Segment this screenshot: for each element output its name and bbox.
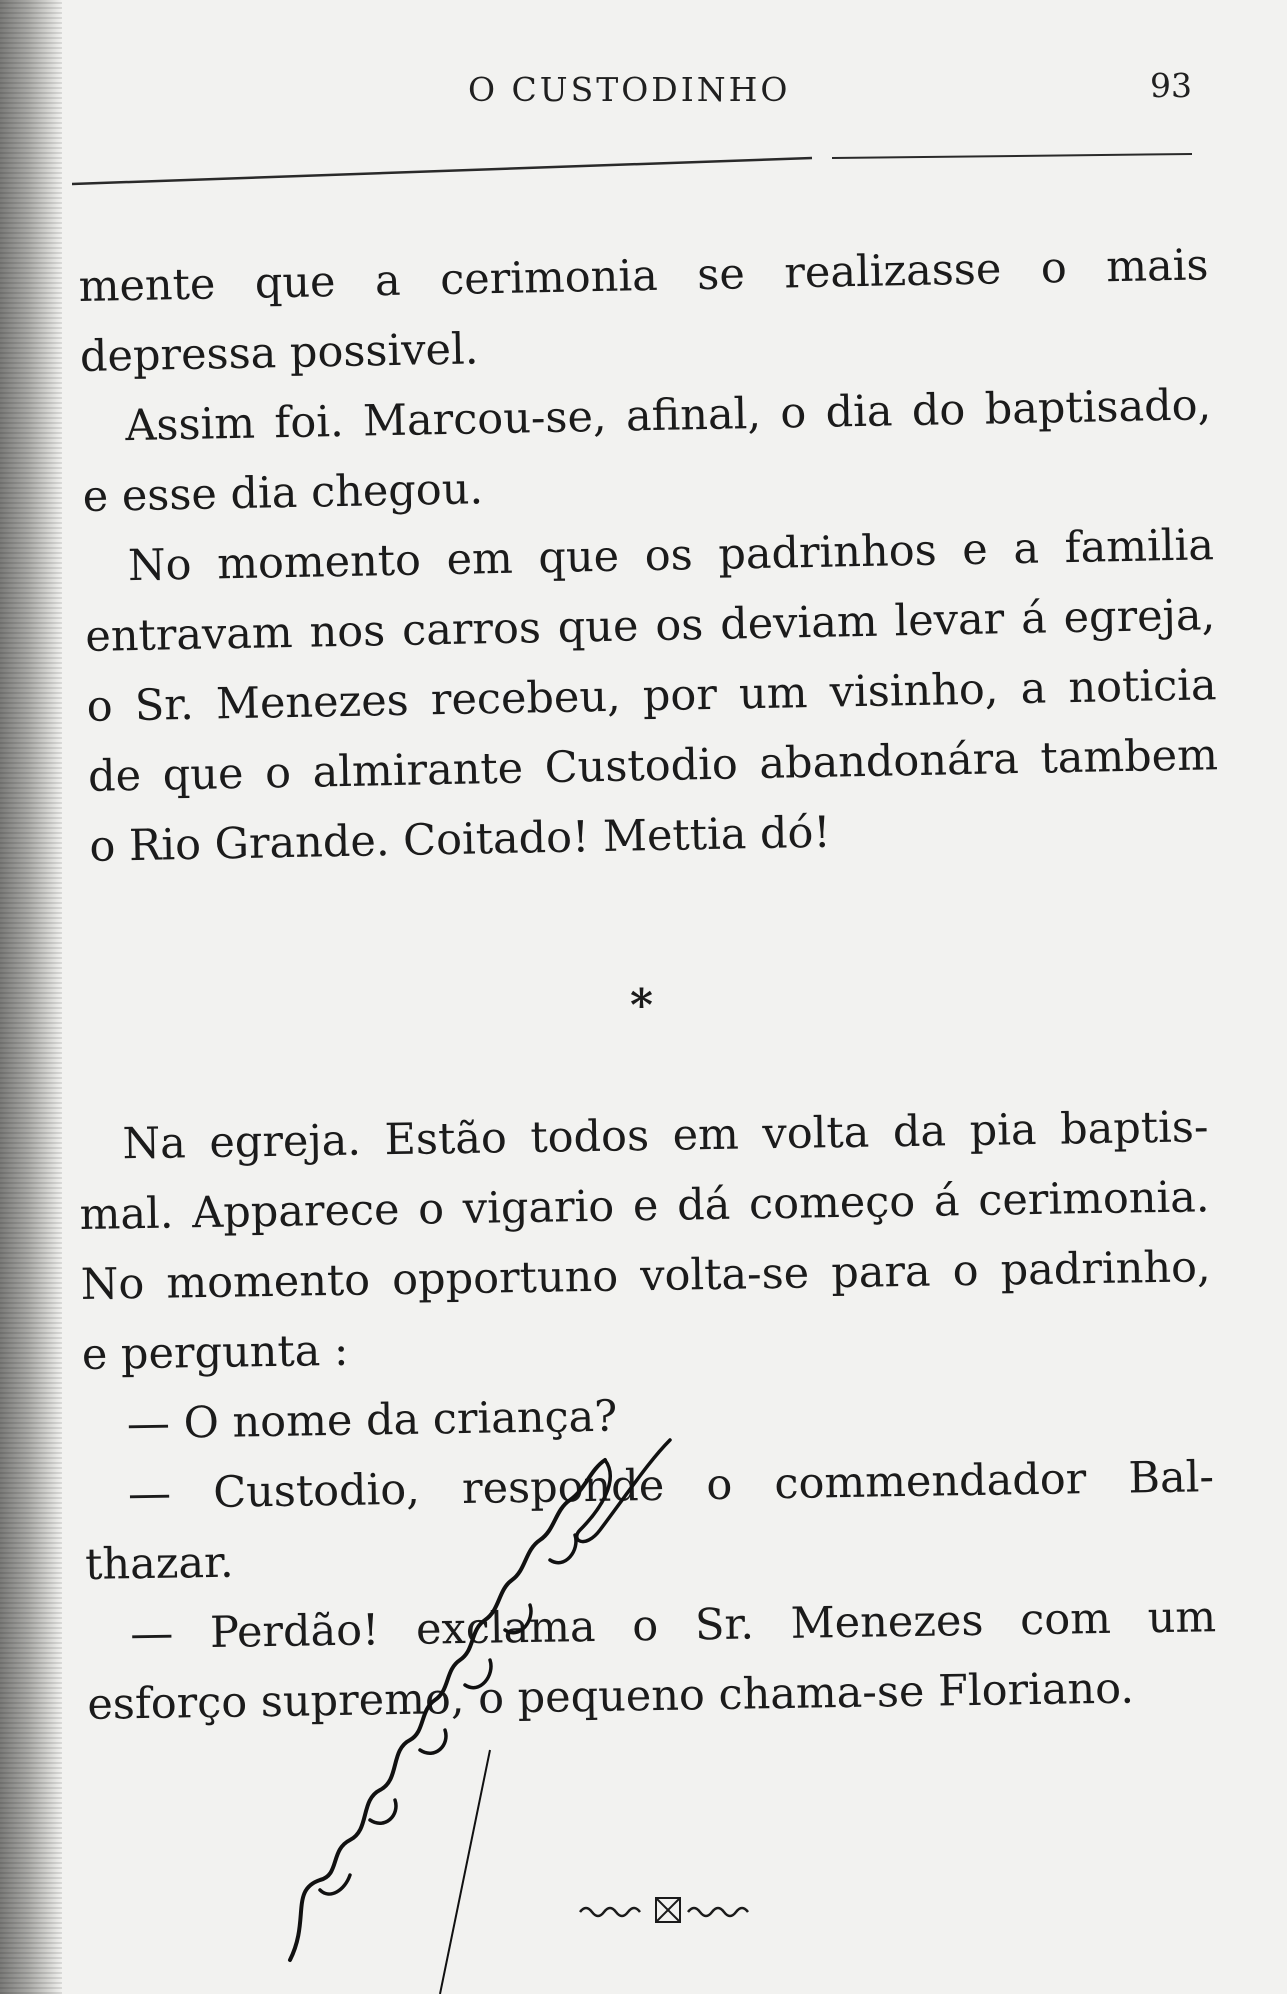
text-line: thazar. [84, 1537, 234, 1590]
ornament-divider [570, 1890, 770, 1930]
page-number: 93 [1150, 66, 1192, 105]
text-line: Na egreja. Estão todos em volta da pia baptis- [122, 1102, 1209, 1170]
header-rule [72, 152, 1202, 192]
page-header [0, 60, 1287, 120]
text-line: entravam nos carros que os deviam levar á egreja, [84, 590, 1216, 662]
text-line: o Rio Grande. Coitado! Mettia dó! [88, 807, 832, 872]
text-line: esforço supremo, o pequeno chama-se Floriano. [86, 1663, 1135, 1730]
text-line: — O nome da criança? [126, 1391, 618, 1450]
running-title: O CUSTODINHO [468, 70, 791, 109]
text-line: No momento opportuno volta-se para o padrinho, [80, 1242, 1212, 1310]
text-line: Assim foi. Marcou-se, afinal, o dia do baptisado, [124, 380, 1212, 452]
text-line: — Perdão! exclama o Sr. Menezes com um [129, 1592, 1217, 1660]
text-line: e pergunta : [81, 1325, 349, 1380]
paragraph-block-1 [78, 230, 1220, 882]
text-line: de que o almirante Custodio abandonára tambem [87, 730, 1219, 802]
text-line: e esse dia chegou. [82, 464, 484, 522]
text-line: — Custodio, responde o commendador Bal- [127, 1452, 1215, 1520]
section-separator: * [630, 980, 654, 1031]
text-line: mal. Apparece o vigario e dá começo á cerimonia. [79, 1172, 1210, 1240]
text-line: mente que a cerimonia se realizasse o mais [78, 240, 1209, 312]
text-line: depressa possivel. [79, 324, 479, 382]
page-gutter-shadow [0, 0, 62, 1994]
text-line: o Sr. Menezes recebeu, por um visinho, a noticia [86, 660, 1218, 732]
text-line: No momento em que os padrinhos e a familia [127, 520, 1215, 592]
